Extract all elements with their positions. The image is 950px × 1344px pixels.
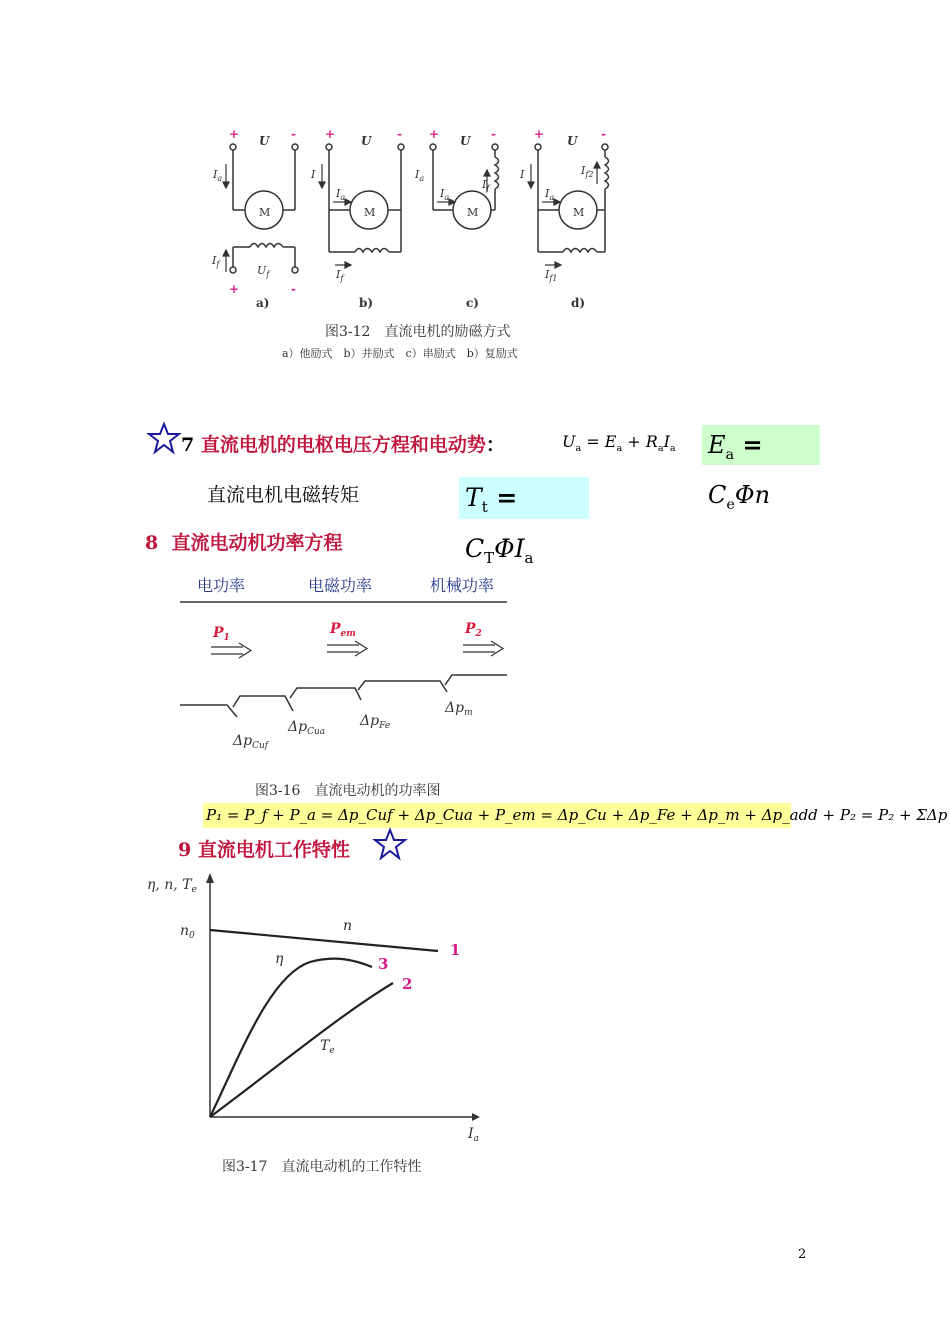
svg-text:a): a) bbox=[256, 296, 270, 310]
power-balance-equation: P₁ = P_f + P_a = Δp_Cuf + Δp_Cua + P_em = Δp_Cu + Δp_Fe + Δp_m + Δp_add + P₂ = P₂ + ΣΔp bbox=[203, 803, 791, 828]
svg-text:If2: $I_{f2}$ bbox=[581, 164, 594, 179]
svg-text:η, n, Te: η, n, $T_e$ bbox=[147, 877, 197, 895]
star-icon bbox=[147, 422, 181, 454]
svg-text:ΔpCua: $\Delta p_{Cua}$ bbox=[288, 719, 326, 737]
svg-text:Uf: $U_f$ bbox=[257, 264, 270, 279]
figure-3-17-working-characteristics bbox=[140, 865, 500, 1150]
svg-text:U: U bbox=[460, 134, 471, 148]
svg-text:+: + bbox=[229, 282, 240, 296]
svg-text:2: 2 bbox=[402, 975, 413, 993]
svg-text:1: 1 bbox=[450, 941, 461, 959]
x-axis-arrow bbox=[472, 1113, 480, 1121]
svg-text:c): c) bbox=[466, 296, 479, 310]
curve-te bbox=[210, 983, 393, 1117]
svg-text:M: M bbox=[467, 206, 479, 219]
svg-text:-: - bbox=[601, 127, 606, 141]
svg-text:电磁功率: 电磁功率 bbox=[308, 576, 373, 595]
svg-text:ΔpCuf: $\Delta p_{Cuf}$ bbox=[233, 733, 269, 751]
svg-text:I: I bbox=[311, 168, 316, 181]
svg-text:+: + bbox=[534, 127, 545, 141]
svg-text:If: $I_f$ bbox=[482, 178, 490, 193]
svg-text:Ia: $I_a$ bbox=[213, 168, 223, 183]
section-8-heading: 8 直流电动机功率方程 bbox=[145, 532, 343, 554]
svg-text:Ia: $I_a$ bbox=[415, 168, 425, 183]
figure-3-17-caption: 图3-17 直流电动机的工作特性 bbox=[222, 1159, 422, 1175]
svg-text:If: $I_f$ bbox=[336, 268, 344, 283]
svg-text:Ia: $I_a$ bbox=[440, 187, 450, 202]
svg-text:I: I bbox=[520, 168, 525, 181]
svg-text:η: η bbox=[275, 951, 284, 967]
svg-text:机械功率: 机械功率 bbox=[430, 576, 495, 595]
svg-text:+: + bbox=[229, 127, 240, 141]
figure-3-16-caption: 图3-16 直流电动机的功率图 bbox=[255, 783, 441, 799]
figure-3-16-power-diagram bbox=[175, 565, 515, 760]
svg-text:If: $I_f$ bbox=[212, 254, 220, 269]
section-9-heading: 9 直流电机工作特性 bbox=[178, 839, 350, 861]
curve-eta bbox=[210, 959, 372, 1117]
figure-3-12-caption: 图3-12 直流电机的励磁方式 bbox=[325, 324, 511, 340]
arrow-p2 bbox=[463, 641, 503, 656]
torque-label: 直流电机电磁转矩 bbox=[207, 484, 360, 506]
svg-text:Pem: $P_{em}$ bbox=[330, 621, 356, 639]
figure-3-12-subcaption: a）他励式 b）并励式 c）串励式 b）复励式 bbox=[282, 347, 518, 360]
armature-voltage-equation: $U_a = E_a + R_aI_a$ bbox=[562, 432, 676, 455]
emf-equation-box: $E_a = C_e\Phi n$ bbox=[702, 425, 820, 465]
svg-text:P2: $P_2$ bbox=[465, 621, 482, 639]
arrow-p1 bbox=[211, 643, 251, 658]
svg-text:Ia: $I_a$ bbox=[336, 187, 346, 202]
svg-text:-: - bbox=[397, 127, 402, 141]
svg-text:-: - bbox=[291, 127, 296, 141]
svg-text:电功率: 电功率 bbox=[197, 576, 246, 595]
svg-text:M: M bbox=[364, 206, 376, 219]
svg-text:Ia: $I_a$ bbox=[545, 187, 555, 202]
svg-text:U: U bbox=[259, 134, 270, 148]
svg-text:3: 3 bbox=[378, 955, 389, 973]
svg-text:U: U bbox=[361, 134, 372, 148]
svg-text:+: + bbox=[325, 127, 336, 141]
svg-text:n: n bbox=[343, 918, 353, 934]
torque-equation-box: $T_t = C_T\Phi I_a$ bbox=[459, 477, 589, 519]
svg-text:+: + bbox=[429, 127, 440, 141]
curve-n bbox=[210, 930, 438, 951]
svg-text:-: - bbox=[491, 127, 496, 141]
svg-text:M: M bbox=[573, 206, 585, 219]
arrow-pem bbox=[327, 641, 367, 656]
svg-text:P1: $P_1$ bbox=[213, 625, 230, 643]
section-7-heading: 7 直流电机的电枢电压方程和电动势： bbox=[181, 434, 505, 456]
page-number: 2 bbox=[798, 1247, 807, 1262]
svg-text:ΔpFe: $\Delta p_{Fe}$ bbox=[360, 713, 391, 731]
svg-text:d): d) bbox=[571, 296, 586, 310]
svg-text:M: M bbox=[259, 206, 271, 219]
svg-text:Ia: $I_a$ bbox=[468, 1126, 479, 1144]
svg-text:Te: $T_e$ bbox=[320, 1038, 335, 1056]
svg-text:-: - bbox=[291, 282, 296, 296]
svg-text:b): b) bbox=[359, 296, 374, 310]
svg-text:Δpm: $\Delta p_m$ bbox=[445, 700, 473, 718]
svg-text:If1: $I_{f1}$ bbox=[545, 268, 558, 283]
y-axis-arrow bbox=[206, 873, 214, 883]
svg-text:n0: $n_0$ bbox=[180, 923, 195, 941]
star-icon bbox=[373, 828, 407, 860]
svg-text:U: U bbox=[567, 134, 578, 148]
